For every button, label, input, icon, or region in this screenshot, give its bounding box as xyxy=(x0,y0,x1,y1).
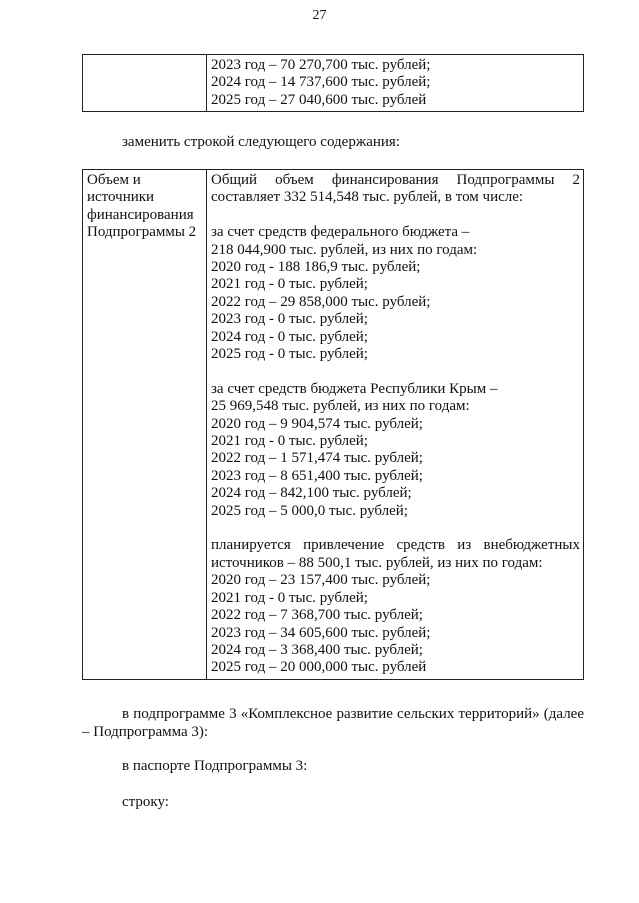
extrabudget-line: 2024 год – 3 368,400 тыс. рублей; xyxy=(211,641,423,658)
federal-line: 2022 год – 29 858,000 тыс. рублей; xyxy=(211,293,431,310)
funding-table xyxy=(82,169,584,680)
extrabudget-line: 2025 год – 20 000,000 тыс. рублей xyxy=(211,659,427,676)
republic-line: за счет средств бюджета Республики Крым – xyxy=(211,380,498,397)
republic-line: 25 969,548 тыс. рублей, из них по годам: xyxy=(211,398,470,415)
row-paragraph: строку: xyxy=(122,794,169,810)
federal-line: 2021 год - 0 тыс. рублей; xyxy=(211,276,368,293)
republic-line: 2024 год – 842,100 тыс. рублей; xyxy=(211,485,412,502)
federal-line: 2023 год - 0 тыс. рублей; xyxy=(211,311,368,328)
republic-line: 2021 год - 0 тыс. рублей; xyxy=(211,433,368,450)
federal-line: 218 044,900 тыс. рублей, из них по годам: xyxy=(211,241,478,258)
label-line: финансирования xyxy=(87,206,194,223)
page-number: 27 xyxy=(312,8,327,23)
replace-instruction: заменить строкой следующего содержания: xyxy=(122,134,400,150)
extrabudget-line: источников – 88 500,1 тыс. рублей, из них по годам: xyxy=(211,554,543,571)
label-line: Объем и xyxy=(87,172,141,188)
content-cell xyxy=(207,170,584,680)
federal-line: 2020 год - 188 186,9 тыс. рублей; xyxy=(211,259,421,276)
empty-cell xyxy=(83,55,207,112)
table-row xyxy=(83,55,584,112)
passport-paragraph: в паспорте Подпрограммы 3: xyxy=(122,758,308,774)
federal-line: 2025 год - 0 тыс. рублей; xyxy=(211,346,368,363)
republic-line: 2023 год – 8 651,400 тыс. рублей; xyxy=(211,467,423,484)
subprogram-paragraph: в подпрограмме 3 «Комплексное развитие сельских территорий» (далее – Подпрограмма 3): xyxy=(82,706,584,740)
continued-table xyxy=(82,54,584,112)
intro-line: составляет 332 514,548 тыс. рублей, в том числе: xyxy=(211,189,524,206)
extrabudget-line: 2023 год – 34 605,600 тыс. рублей; xyxy=(211,624,431,641)
extrabudget-line: 2021 год - 0 тыс. рублей; xyxy=(211,589,368,606)
label-line: Подпрограммы 2 xyxy=(87,224,197,241)
table-row xyxy=(83,170,584,680)
republic-line: 2025 год – 5 000,0 тыс. рублей; xyxy=(211,502,408,519)
extrabudget-line: 2022 год – 7 368,700 тыс. рублей; xyxy=(211,607,423,624)
federal-line: за счет средств федерального бюджета – xyxy=(211,224,470,241)
text-line: 2025 год – 27 040,600 тыс. рублей xyxy=(211,91,427,108)
label-cell xyxy=(83,170,207,680)
text-line: 2024 год – 14 737,600 тыс. рублей; xyxy=(211,74,431,91)
funding-years-cell xyxy=(207,55,584,112)
republic-line: 2020 год – 9 904,574 тыс. рублей; xyxy=(211,415,423,432)
intro-line: Общий объем финансирования Подпрограммы 2 xyxy=(211,172,580,188)
extrabudget-line: 2020 год – 23 157,400 тыс. рублей; xyxy=(211,572,431,589)
extrabudget-line: планируется привлечение средств из внебюджетных xyxy=(211,537,580,554)
text-line: 2023 год – 70 270,700 тыс. рублей; xyxy=(211,57,431,73)
federal-line: 2024 год - 0 тыс. рублей; xyxy=(211,328,368,345)
label-line: источники xyxy=(87,189,155,206)
republic-line: 2022 год – 1 571,474 тыс. рублей; xyxy=(211,450,423,467)
